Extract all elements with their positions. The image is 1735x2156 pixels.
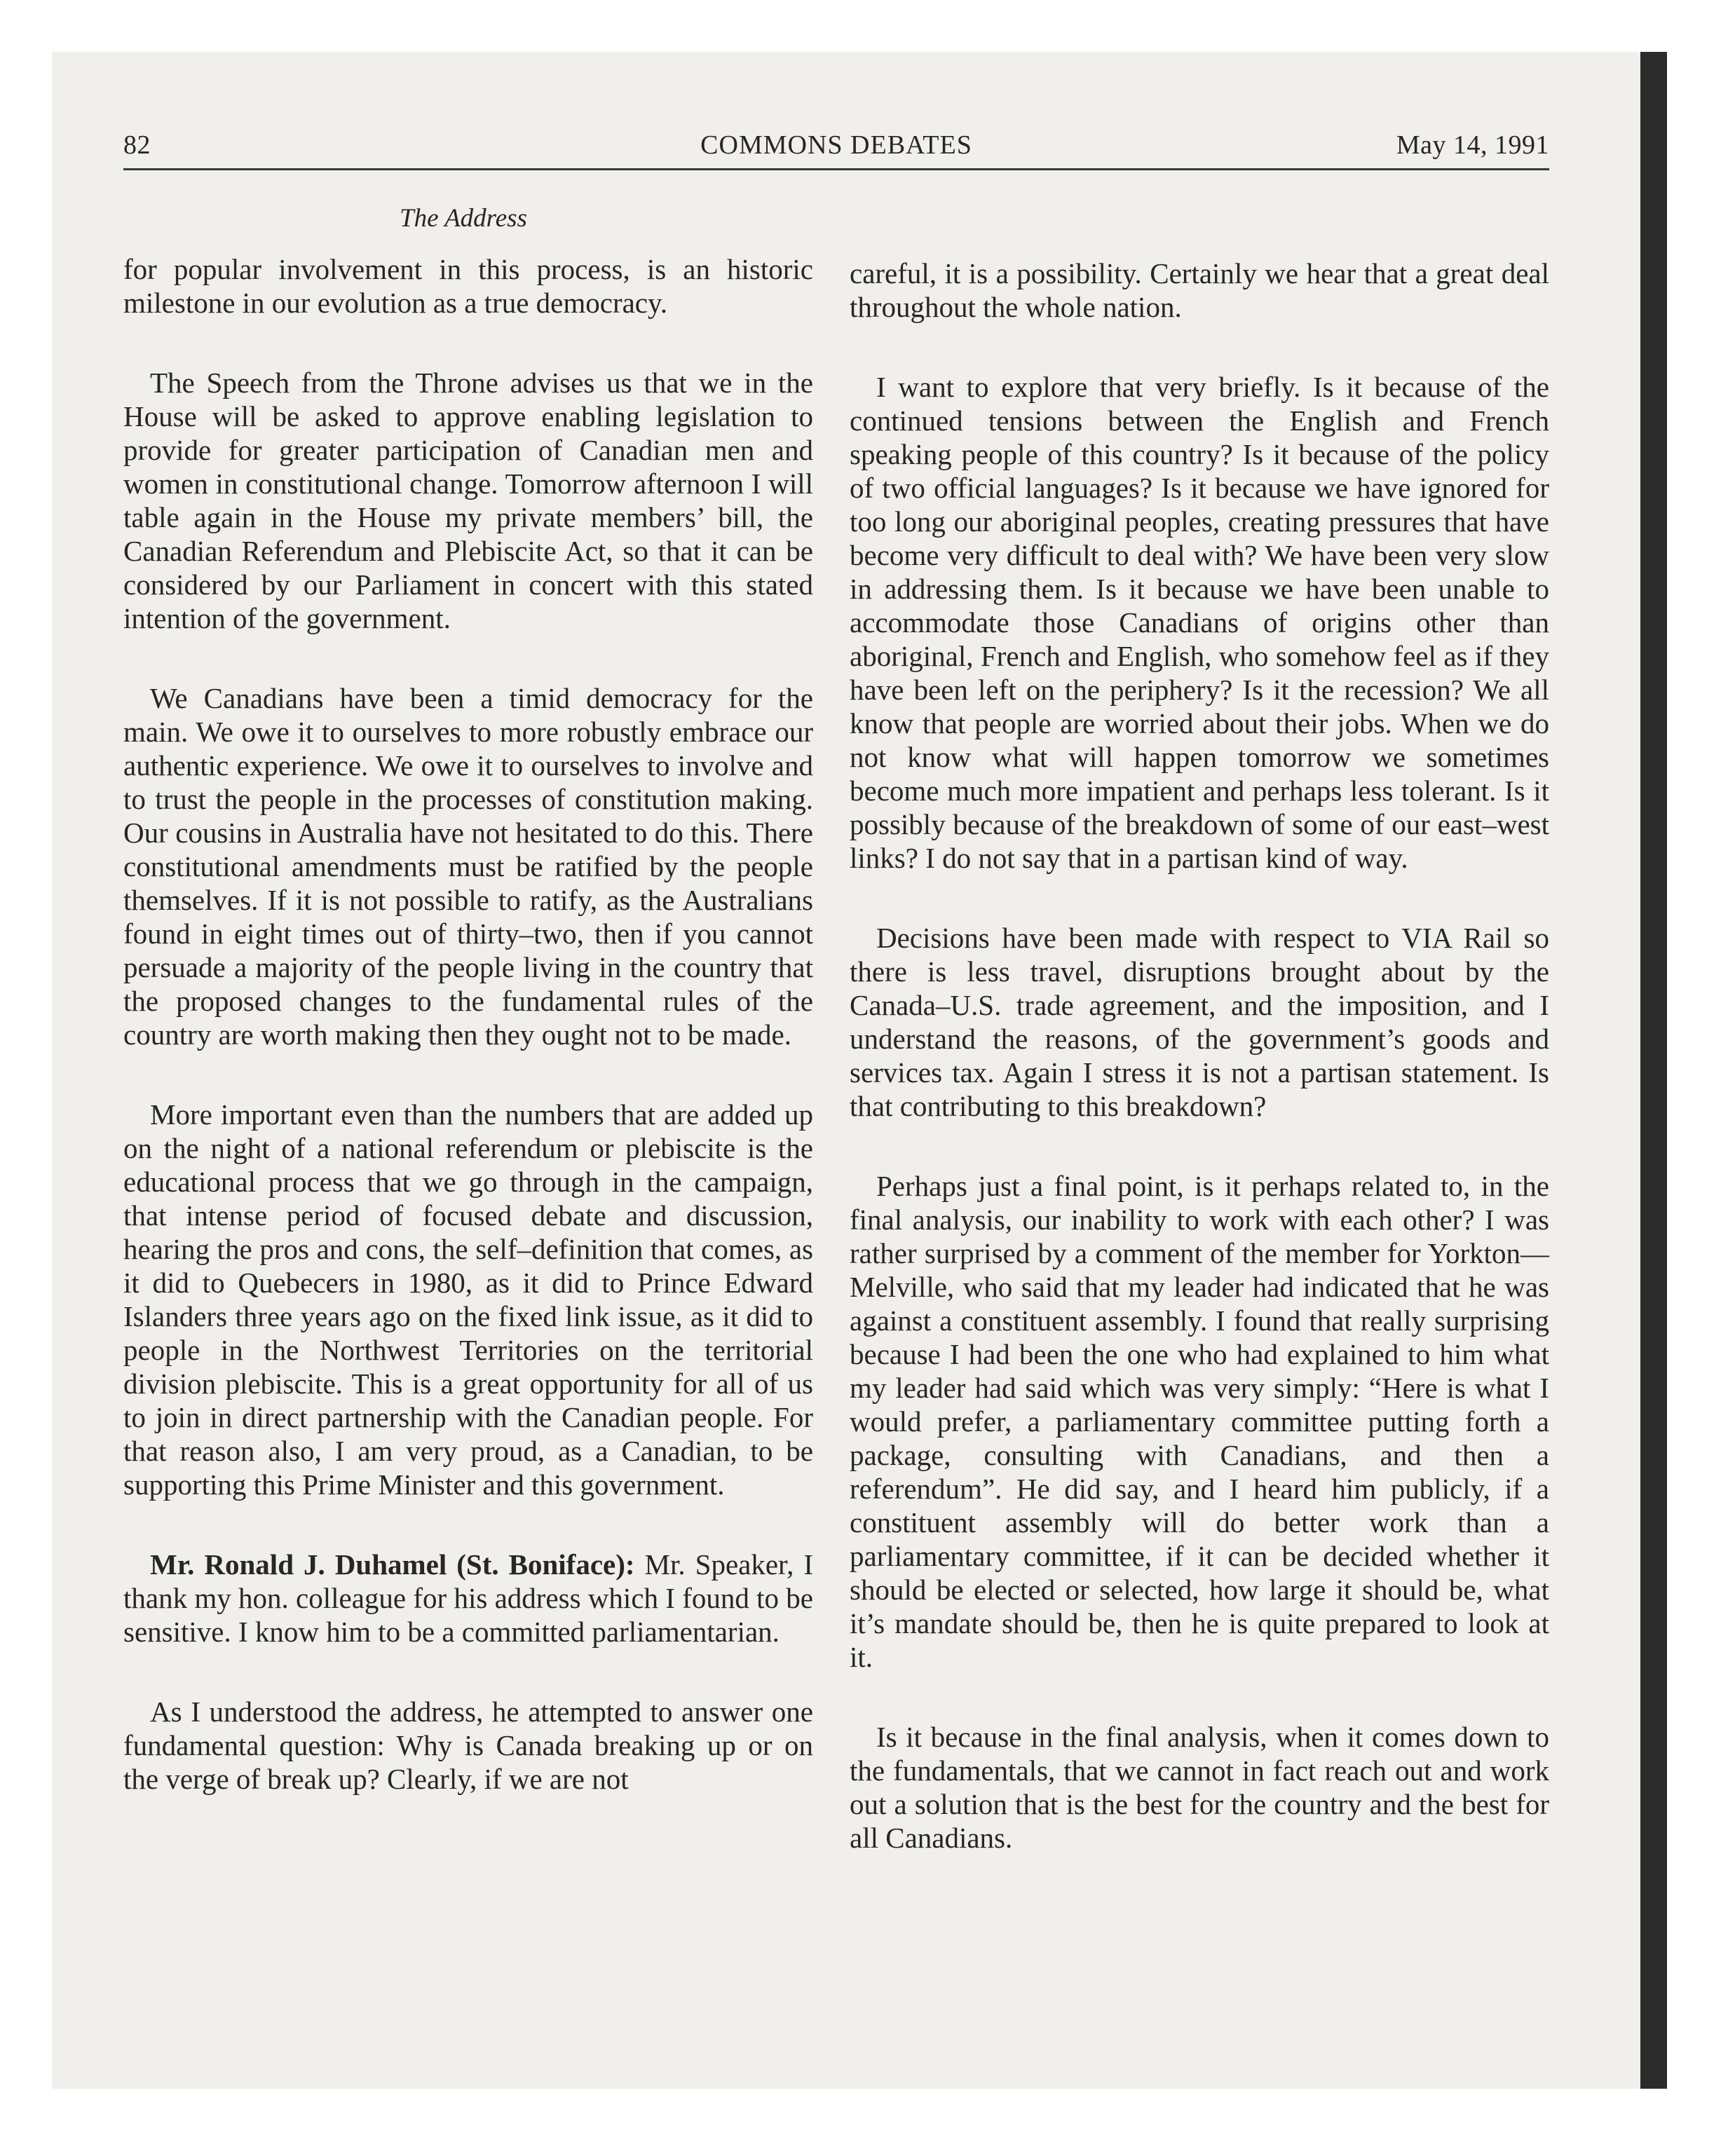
right-paragraph-1: careful, it is a possibility. Certainly we hear that a great deal throughout the whole nation. bbox=[850, 257, 1549, 323]
left-paragraph-4: More important even than the numbers that are added up on the night of a national referendum or plebiscite is the educational process that we go through in the campaign, that intense period of focused debate and discussion, hearing the pros and cons, the self–definition that comes, as it did to Quebecers in 1980, as it did to Prince Edward Islanders three years ago on the fixed link issue, as it did to people in the Northwest Territories on the territorial division plebiscite. This is a great opportunity for all of us to join in direct partnership with the Canadian people. For that reason also, I am very proud, as a Canadian, to be supporting this Prime Minister and this government. bbox=[123, 1098, 813, 1501]
left-paragraph-2: The Speech from the Throne advises us that we in the House will be asked to approve enabling legislation to provide for greater participation of Canadian men and women in constitutional change. Tomorrow afternoon I will table again in the House my private members’ bill, the Canadian Referendum and Plebiscite Act, so that it can be considered by our Parliament in concert with this stated intention of the government. bbox=[123, 367, 813, 634]
left-paragraph-3: We Canadians have been a timid democracy for the main. We owe it to ourselves to more robustly embrace our authentic experience. We owe it to ourselves to involve and to trust the people in the processes of constitution making. Our cousins in Australia have not hesitated to do this. There constitutional amendments must be ratified by the people themselves. If it is not possible to ratify, as the Australians found in eight times out of thirty–two, then if you cannot persuade a majority of the people living in the country that the proposed changes to the fundamental rules of the country are worth making then they ought not to be made. bbox=[123, 682, 813, 1051]
right-paragraph-5: Is it because in the final analysis, when it comes down to the fundamentals, that we cannot in fact reach out and work out a solution that is the best for the country and the best for all Canadians. bbox=[850, 1721, 1549, 1854]
left-paragraph-6: As I understood the address, he attempted to answer one fundamental question: Why is Canada breaking up or on the verge of break up? Clearly, if we are not bbox=[123, 1696, 813, 1795]
header-date: May 14, 1991 bbox=[1396, 130, 1549, 160]
page-header bbox=[123, 130, 1549, 172]
right-paragraph-2: I want to explore that very briefly. Is it because of the continued tensions between the English and French speaking people of this country? Is it because of the policy of two official languages? Is it because we have ignored for too long our aboriginal peoples, creating pressures that have become very difficult to deal with? We have been very slow in addressing them. Is it because we have been unable to accommodate those Canadians of origins other than aboriginal, French and English, who somehow feel as if they have been left on the periphery? Is it the recession? We all know that people are worried about their jobs. When we do not know what will happen tomorrow we sometimes become much more impatient and perhaps less tolerant. Is it possibly because of the breakdown of some of our east–west links? I do not say that in a partisan kind of way. bbox=[850, 371, 1549, 874]
speaker-name: Mr. Ronald J. Duhamel (St. Boniface): bbox=[150, 1548, 635, 1581]
page-number: 82 bbox=[123, 130, 151, 160]
left-column bbox=[123, 252, 813, 1842]
right-paragraph-4: Perhaps just a final point, is it perhaps related to, in the final analysis, our inability to work with each other? I was rather surprised by a comment of the member for Yorkton—Melville, who said that my leader had indicated that he was against a constituent assembly. I found that really surprising because I had been the one who had explained to him what my leader had said which was very simply: “Here is what I would prefer, a parliamentary committee putting forth a package, consulting with Canadians, and then a referendum”. He did say, and I heard him publicly, if a constituent assembly will do better work than a parliamentary committee, if it can be decided whether it should be elected or selected, how large it should be, what it’s mandate should be, then he is quite prepared to look at it. bbox=[850, 1170, 1549, 1673]
header-rule bbox=[123, 168, 1549, 170]
running-title: COMMONS DEBATES bbox=[700, 130, 972, 160]
speaker-remarks: Mr. Speaker, I thank my hon. colleague for his address which I found to be sensitive. I know him to be a committed parliamentarian. bbox=[123, 1548, 813, 1648]
right-paragraph-3: Decisions have been made with respect to VIA Rail so there is less travel, disruptions brought about by the Canada–U.S. trade agreement, and the imposition, and I understand the reasons, of the government’s goods and services tax. Again I stress it is not a partisan statement. Is that contributing to this breakdown? bbox=[850, 922, 1549, 1122]
section-title: The Address bbox=[400, 204, 527, 233]
left-paragraph-5 bbox=[123, 1548, 813, 1649]
left-paragraph-1: for popular involvement in this process, is an historic milestone in our evolution as a true democracy. bbox=[123, 253, 813, 319]
right-column bbox=[850, 257, 1549, 1901]
